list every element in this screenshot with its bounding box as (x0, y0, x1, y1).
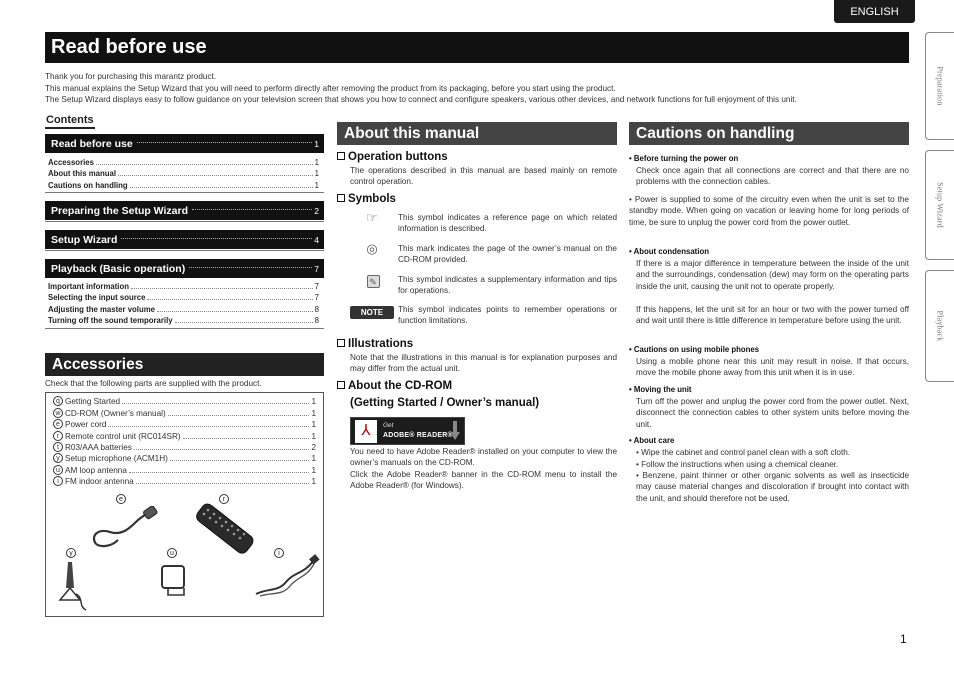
toc-item-label: Selecting the input source (48, 293, 146, 302)
symbol-text: This mark indicates the page of the owner’s manual on the CD-ROM provided. (398, 244, 617, 265)
item-label: AM loop antenna (65, 465, 127, 475)
illustrations-heading (337, 338, 413, 350)
reference-icon: ☞ (366, 210, 378, 225)
item-qty: 1 (311, 408, 316, 418)
toc-section-playback[interactable] (45, 259, 324, 278)
item-number: y (53, 453, 63, 463)
heading-text: Operation buttons (348, 151, 448, 163)
illustrations-text: Note that the illustrations in this manual is for explanation purposes and may differ from the actual unit. (350, 353, 617, 374)
toc-item-important-info[interactable] (45, 279, 324, 291)
item-label: Getting Started (65, 397, 121, 407)
item-label: R03/AAA batteries (65, 442, 132, 452)
caution-text: • Wipe the cabinet and control panel clean with a soft cloth. (636, 448, 851, 457)
caution-text: If this happens, let the unit sit for an hour or two with the power turned off and wait until there is little difference in temperature before using the unit. (636, 305, 909, 326)
adobe-logo-icon: ⅄ (355, 420, 377, 443)
item-qty: 1 (311, 420, 316, 430)
checkbox-icon (337, 381, 345, 389)
item-number: i (53, 476, 63, 486)
item-number: q (53, 396, 63, 406)
toc-page: 1 (314, 180, 319, 190)
caution-text: • Follow the instructions when using a chemical cleaner. (636, 460, 839, 469)
accessories-heading: Accessories (45, 353, 324, 376)
operation-buttons-heading (337, 151, 448, 163)
toc-item-accessories[interactable] (45, 155, 324, 167)
toc-section-title: Playback (Basic operation) (51, 262, 186, 275)
toc-page: 8 (314, 316, 319, 325)
side-tab-setup-wizard[interactable] (925, 150, 954, 260)
item-number: r (53, 431, 63, 441)
item-number: t (53, 442, 63, 452)
accessories-intro: Check that the following parts are supplied with the product. (45, 379, 262, 388)
fm-antenna-icon (252, 554, 322, 600)
illus-label-power-cord: e (116, 494, 126, 504)
caution-text: Check once again that all connections are correct and that there are no problems with the connection cables. (636, 166, 909, 187)
item-label: CD-ROM (Owner’s manual) (65, 408, 166, 418)
illus-label-remote: r (219, 494, 229, 504)
side-tab-label: Preparation (935, 66, 945, 106)
language-tab[interactable]: ENGLISH (834, 0, 915, 23)
caution-title: • Before turning the power on (629, 154, 739, 163)
toc-item-label: Accessories (48, 157, 94, 167)
toc-page: 2 (314, 205, 319, 216)
cdrom-text-1: You need to have Adobe Reader® installed on your computer to view the owner’s manuals on the CD-ROM. (350, 447, 617, 468)
side-tab-label: Setup Wizard (935, 182, 945, 228)
toc-leader (96, 164, 313, 165)
intro-line: The Setup Wizard displays easy to follow guidance on your television screen that shows you how to connect and configure speakers, various other devices, and network functions for full enjoyment of this unit. (45, 95, 797, 105)
checkbox-icon (337, 339, 345, 347)
toc-item-label: Turning off the sound temporarily (48, 316, 173, 325)
item-qty: 2 (311, 442, 316, 452)
caution-title: • About condensation (629, 247, 709, 256)
toc-leader (121, 238, 312, 239)
item-qty: 1 (311, 397, 316, 407)
caution-text: Using a mobile phone near this unit may result in noise. If that occurs, move the mobile phone away from this unit when it is in use. (636, 357, 909, 378)
toc-page: 1 (314, 138, 319, 149)
toc-leader (137, 142, 313, 143)
microphone-icon (56, 560, 96, 612)
item-qty: 1 (311, 454, 316, 464)
toc-section-setup-wizard[interactable] (45, 230, 324, 249)
cdrom-icon: ◎ (366, 241, 378, 256)
leader (170, 460, 310, 461)
toc-divider (45, 249, 324, 251)
item-label: FM indoor antenna (65, 477, 134, 487)
toc-page: 4 (314, 234, 319, 245)
cdrom-subheading: (Getting Started / Owner’s manual) (350, 397, 540, 409)
caution-title: • Cautions on using mobile phones (629, 345, 760, 354)
side-tab-playback[interactable] (925, 270, 954, 382)
power-cord-icon (88, 506, 160, 550)
list-item (53, 452, 316, 463)
leader (108, 426, 309, 427)
leader (129, 472, 310, 473)
remote-control-icon (184, 502, 264, 554)
toc-section-title: Setup Wizard (51, 233, 118, 246)
toc-item-label: About this manual (48, 169, 117, 178)
adobe-reader-banner[interactable] (350, 417, 465, 445)
caution-title: • Moving the unit (629, 385, 692, 394)
toc-leader (175, 322, 313, 323)
toc-item-label: Adjusting the master volume (48, 304, 156, 314)
toc-item-mute[interactable] (45, 314, 324, 326)
list-item (53, 406, 316, 417)
symbols-heading (337, 193, 396, 205)
toc-section-title: Read before use (51, 137, 133, 150)
leader (122, 403, 309, 404)
contents-label: Contents (45, 114, 95, 129)
item-label: Setup microphone (ACM1H) (65, 454, 168, 464)
toc-item-label: Cautions on handling (48, 180, 128, 190)
list-item (53, 418, 316, 429)
list-item (53, 429, 316, 440)
leader (136, 483, 310, 484)
list-item (53, 475, 316, 486)
item-qty: 1 (311, 477, 316, 487)
item-label: Remote control unit (RC014SR) (65, 431, 181, 441)
intro-line: Thank you for purchasing this marantz product. (45, 72, 217, 81)
toc-leader (118, 175, 313, 176)
note-badge: NOTE (350, 306, 394, 319)
download-arrow-icon (450, 421, 460, 441)
toc-item-label: Important information (48, 281, 129, 291)
toc-subsection-list (45, 279, 324, 329)
toc-leader (157, 311, 313, 312)
illus-label-fm: i (274, 548, 284, 558)
list-item (53, 463, 316, 474)
toc-divider (45, 220, 324, 222)
item-number: u (53, 465, 63, 475)
adobe-get-text: Get (383, 422, 394, 429)
intro-text (45, 71, 909, 106)
item-qty: 1 (311, 465, 316, 475)
toc-page: 7 (314, 263, 319, 274)
symbol-text: This symbol indicates points to remember operations or function limitations. (398, 305, 617, 326)
item-qty: 1 (311, 431, 316, 441)
toc-leader (130, 187, 313, 188)
page-number: 1 (900, 632, 907, 646)
toc-section-read-before-use[interactable] (45, 134, 324, 153)
list-item (53, 395, 316, 406)
page-title: Read before use (45, 32, 909, 63)
symbol-text: This symbol indicates a reference page on which related information is described. (398, 213, 617, 234)
toc-page: 7 (314, 281, 319, 291)
caution-title: • About care (629, 436, 675, 445)
toc-leader (147, 299, 312, 300)
caution-text: Turn off the power and unplug the power cord from the power outlet. Next, disconnect the connection cables to other system units before moving the unit. (636, 397, 909, 429)
toc-item-master-volume[interactable] (45, 302, 324, 314)
leader (183, 438, 310, 439)
toc-item-input-source[interactable] (45, 291, 324, 303)
toc-section-title: Preparing the Setup Wizard (51, 204, 189, 217)
list-item (53, 441, 316, 452)
about-manual-heading: About this manual (337, 122, 617, 145)
toc-page: 1 (314, 157, 319, 167)
toc-leader (192, 209, 312, 210)
caution-text: • Benzene, paint thinner or other organic solvents as well as insecticide may cause material changes and discoloration if brought into contact with the unit, and should therefore not be used. (636, 471, 909, 503)
side-tab-label: Playback (935, 310, 945, 342)
adobe-reader-text: ADOBE® READER® (383, 432, 453, 439)
item-number: e (53, 419, 63, 429)
toc-item-cautions[interactable] (45, 178, 324, 190)
toc-leader (189, 267, 312, 268)
pencil-icon: ✎ (362, 273, 384, 288)
cdrom-heading (337, 380, 452, 392)
illus-label-am: u (167, 548, 177, 558)
heading-text: Illustrations (348, 338, 414, 350)
item-label: Power cord (65, 420, 107, 430)
caution-text: If there is a major difference in temperature between the inside of the unit and the surroundings, condensation (dew) may form on the operating parts inside the unit, causing the unit not to operate properly. (636, 259, 909, 291)
side-tab-preparation[interactable] (925, 32, 954, 140)
operation-buttons-text: The operations described in this manual are based mainly on remote control operation. (350, 166, 617, 187)
toc-page: 8 (314, 304, 319, 314)
illus-label-mic: y (66, 548, 76, 558)
intro-line: This manual explains the Setup Wizard that you will need to perform directly after removing the product from its packaging, before you start using the product. (45, 83, 616, 93)
cautions-heading: Cautions on handling (629, 122, 909, 145)
accessories-list (53, 395, 316, 486)
heading-text: About the CD-ROM (348, 380, 453, 392)
checkbox-icon (337, 194, 345, 202)
leader (168, 415, 310, 416)
checkbox-icon (337, 152, 345, 160)
item-number: w (53, 408, 63, 418)
toc-item-about-manual[interactable] (45, 167, 324, 179)
toc-leader (131, 288, 313, 289)
toc-page: 1 (314, 169, 319, 178)
symbol-text: This symbol indicates a supplementary information and tips for operations. (398, 275, 617, 296)
caution-text: • Power is supplied to some of the circuitry even when the unit is set to the standby mode. When going on vacation or leaving home for long periods of time, be sure to unplug the power cord from the power outlet. (629, 195, 909, 227)
heading-text: Symbols (348, 193, 396, 205)
am-antenna-icon (158, 562, 192, 598)
toc-page: 7 (314, 293, 319, 302)
toc-subsection-list (45, 155, 324, 193)
leader (134, 449, 310, 450)
cdrom-text-2: Click the Adobe Reader® banner in the CD-ROM menu to install the Adobe Reader® (for Windows). (350, 470, 617, 491)
toc-section-preparing-setup-wizard[interactable] (45, 201, 324, 220)
